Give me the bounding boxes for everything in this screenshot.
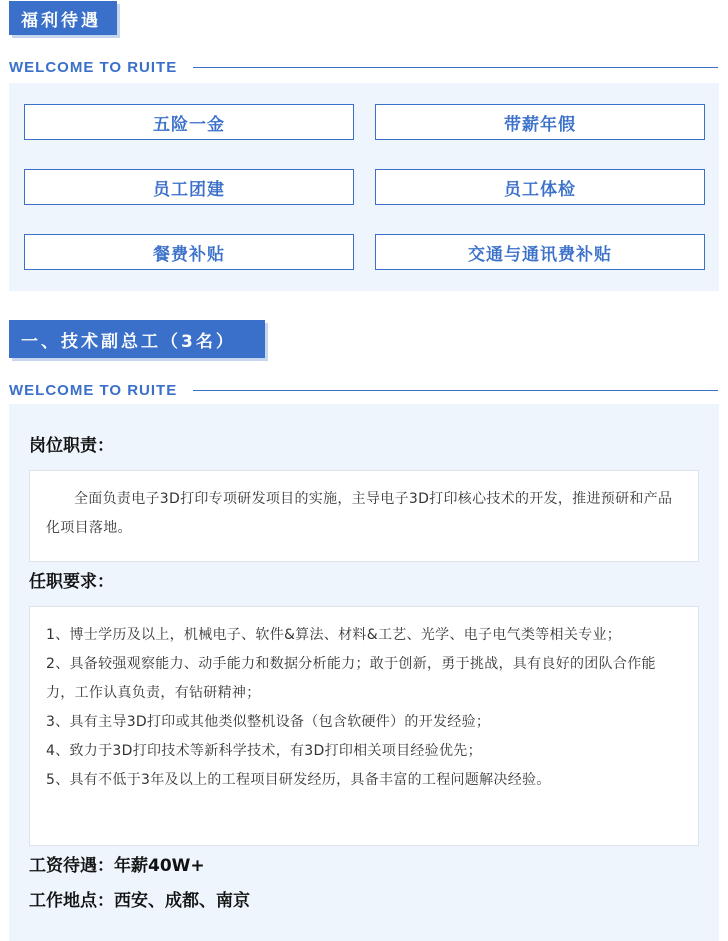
benefit-item: 员工团建 <box>24 169 354 205</box>
benefits-welcome-divider <box>9 57 718 77</box>
duties-heading: 岗位职责： <box>29 436 114 456</box>
position-welcome-divider <box>9 380 718 400</box>
benefit-item: 五险一金 <box>24 104 354 140</box>
requirements-box <box>29 606 699 846</box>
position-welcome-text: WELCOME TO RUITE <box>9 381 178 399</box>
benefits-tag-label: 福利待遇 <box>21 10 101 31</box>
salary-line: 工资待遇：年薪40W+ <box>29 856 205 876</box>
benefits-divider-line <box>193 67 718 68</box>
duties-box <box>29 470 699 562</box>
benefits-tag <box>9 1 117 35</box>
requirement-item: 4、致力于3D打印技术等新科学技术，有3D打印相关项目经验优先； <box>46 743 482 759</box>
benefit-item: 餐费补贴 <box>24 234 354 270</box>
requirements-list <box>30 607 698 795</box>
benefit-item: 交通与通讯费补贴 <box>375 234 705 270</box>
requirements-heading: 任职要求： <box>29 572 114 592</box>
position-divider-line <box>193 390 718 391</box>
benefit-item: 带薪年假 <box>375 104 705 140</box>
requirement-item: 5、具有不低于3年及以上的工程项目研发经历，具备丰富的工程问题解决经验。 <box>46 772 551 788</box>
requirement-item: 2、具备较强观察能力、动手能力和数据分析能力；敢于创新，勇于挑战，具有良好的团队合作能力，工作认真负责，有钻研精神； <box>46 656 656 701</box>
position-tag-label: 一、技术副总工（3名） <box>21 331 236 352</box>
benefits-welcome-text: WELCOME TO RUITE <box>9 58 178 76</box>
benefit-item: 员工体检 <box>375 169 705 205</box>
duties-text: 全面负责电子3D打印专项研发项目的实施，主导电子3D打印核心技术的开发，推进预研和产品化项目落地。 <box>46 491 673 536</box>
position-tag <box>9 320 265 358</box>
benefits-panel <box>9 83 719 291</box>
requirement-item: 3、具有主导3D打印或其他类似整机设备（包含软硬件）的开发经验； <box>46 714 491 730</box>
location-line: 工作地点：西安、成都、南京 <box>29 891 250 911</box>
requirement-item: 1、博士学历及以上，机械电子、软件&算法、材料&工艺、光学、电子电气类等相关专业； <box>46 627 622 643</box>
